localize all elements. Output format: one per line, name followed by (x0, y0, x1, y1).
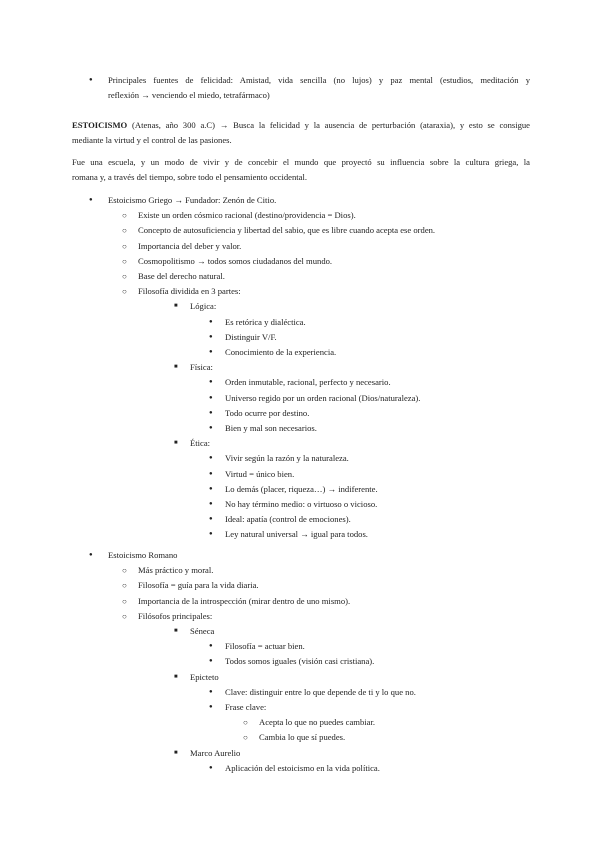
list-item: ● Universo regido por un orden racional (Dios/naturaleza). (209, 391, 530, 406)
stoicism-paragraph (72, 118, 530, 148)
stoicism-heading: ESTOICISMO (72, 120, 128, 130)
list-item: ● Todo ocurre por destino. (209, 406, 530, 421)
stoicism-line-2: mediante la virtud y el control de las pasiones. (72, 135, 232, 145)
list-item: ● Vivir según la razón y la naturaleza. (209, 451, 530, 466)
para2-line-2: romana y, a través del tiempo, sobre todo el pensamiento occidental. (72, 172, 307, 182)
list-item: ○ Cosmopolitismo → todos somos ciudadanos del mundo. (121, 254, 530, 269)
seneca-section (173, 624, 530, 670)
marcus-title: Marco Aurelio (190, 747, 241, 758)
list-item: ● Virtud = único bien. (209, 467, 530, 482)
list-item: ● Clave: distinguir entre lo que depende de ti y lo que no. (209, 685, 530, 700)
list-item: ● Lo demás (placer, riqueza…) → indiferente. (209, 482, 530, 497)
list-item: ○ Existe un orden cósmico racional (destino/providencia = Dios). (121, 208, 530, 223)
seneca-items (190, 639, 530, 669)
physics-title: Física: (190, 362, 213, 373)
list-item: ● Distinguir V/F. (209, 330, 530, 345)
list-item: ● Orden inmutable, racional, perfecto y necesario. (209, 375, 530, 390)
greek-points (80, 208, 530, 542)
philosophy-parts (138, 299, 530, 542)
greek-title-text: Estoicismo Griego → Fundador: Zenón de Citio. (108, 195, 277, 205)
list-item-text: Frase clave: (225, 702, 267, 713)
list-item (80, 73, 530, 103)
physics-section (173, 360, 530, 436)
stoicism-heading-rest: (Atenas, año 300 a.C) → Busca la felicidad y la ausencia de perturbación (ataraxia), y esto se consigue (132, 120, 531, 130)
epictetus-section (173, 670, 530, 746)
list-item: ● Aplicación del estoicismo en la vida política. (209, 761, 530, 776)
list-item: ● Filosofía = actuar bien. (209, 639, 530, 654)
list-item: ○ Acepta lo que no puedes cambiar. (243, 715, 530, 730)
list-item: ● Ideal: apatía (control de emociones). (209, 512, 530, 527)
intro-list (80, 73, 530, 103)
list-item: ○ Cambia lo que sí puedes. (243, 730, 530, 745)
list-item: ○ Más práctico y moral. (121, 563, 530, 578)
roman-title-text: Estoicismo Romano (108, 550, 178, 560)
list-item-text: Filósofos principales: (138, 610, 213, 621)
list-item: ● Bien y mal son necesarios. (209, 421, 530, 436)
roman-points (80, 563, 530, 776)
epictetus-quotes (225, 715, 530, 745)
stoicism-paragraph-2 (72, 155, 530, 185)
marcus-section (173, 746, 530, 776)
greek-stoicism-list (80, 193, 530, 543)
greek-title (80, 193, 530, 543)
para2-line-1: Fue una escuela, y un modo de vivir y de concebir el mundo que proyectó su influencia sobre la cultura griega, la (72, 157, 530, 167)
physics-items (190, 375, 530, 436)
roman-stoicism-list (80, 548, 530, 776)
seneca-title: Séneca (190, 626, 215, 637)
list-item (209, 700, 530, 746)
logic-section (173, 299, 530, 360)
list-item: ○ Importancia de la introspección (mirar dentro de uno mismo). (121, 594, 530, 609)
list-item: ● Todos somos iguales (visión casi cristiana). (209, 654, 530, 669)
stoicism-line-1 (72, 118, 530, 133)
list-item-text: Filosofía dividida en 3 partes: (138, 286, 241, 297)
epictetus-title: Epicteto (190, 671, 219, 682)
list-item (121, 609, 530, 776)
ethics-section (173, 436, 530, 542)
list-item: ○ Base del derecho natural. (121, 269, 530, 284)
marcus-items (190, 761, 530, 776)
list-item: ○ Concepto de autosuficiencia y libertad del sabio, que es libre cuando acepta ese orden. (121, 223, 530, 238)
list-item: ● Es retórica y dialéctica. (209, 315, 530, 330)
ethics-items (190, 451, 530, 542)
list-item: ○ Importancia del deber y valor. (121, 239, 530, 254)
list-item: ○ Filosofía = guía para la vida diaria. (121, 578, 530, 593)
logic-title: Lógica: (190, 301, 217, 312)
list-item: ● Ley natural universal → igual para todos. (209, 527, 530, 542)
epictetus-items (190, 685, 530, 746)
list-item: ● Conocimiento de la experiencia. (209, 345, 530, 360)
list-item (121, 284, 530, 542)
intro-line-1: ● Principales fuentes de felicidad: Amistad, vida sencilla (no lujos) y paz mental (estudios, meditación y (108, 75, 530, 85)
list-item: ● No hay término medio: o virtuoso o vicioso. (209, 497, 530, 512)
roman-title (80, 548, 530, 776)
logic-items (190, 315, 530, 361)
ethics-title: Ética: (190, 438, 211, 449)
philosophers (138, 624, 530, 776)
intro-line-2: reflexión → venciendo el miedo, tetrafármaco) (108, 90, 270, 101)
